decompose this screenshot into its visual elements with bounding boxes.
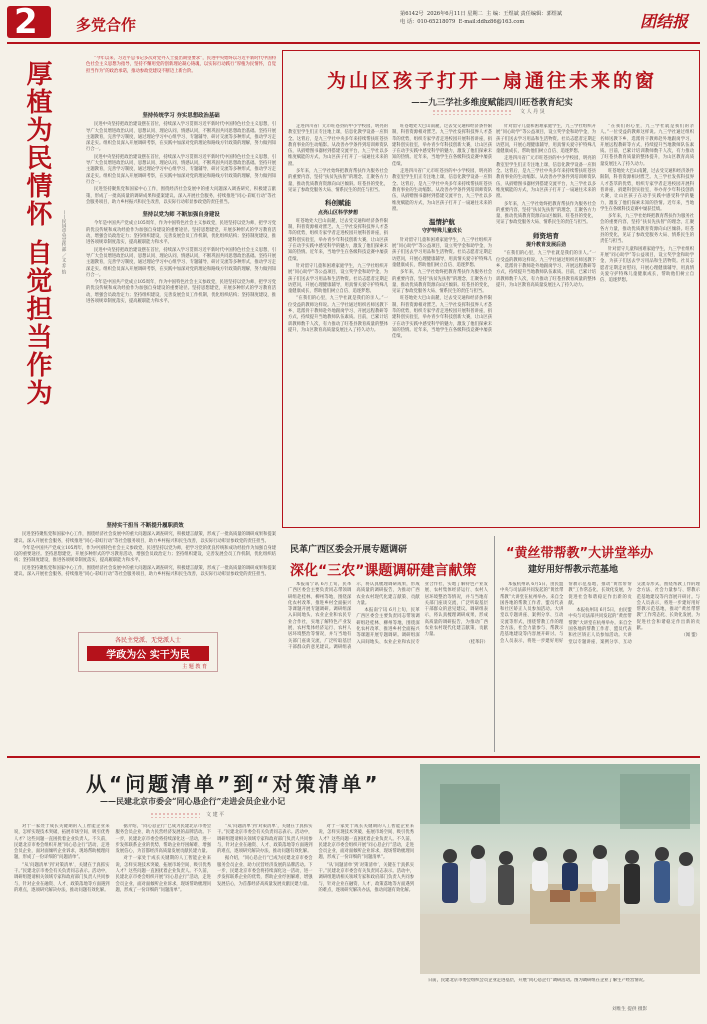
feature-author: 文 人 丹 炅 xyxy=(520,109,545,115)
feature-body-1b: 多年来，九三学社始终把教育帮扶作为服务社会的重要内容，坚持“扶贫先扶智”的理念，汇聚各方力量，推动优质教育资源向山区倾斜。旺苍县的变化，见证了参政党服务大局、情系民生的责任与担当。 xyxy=(288,169,388,193)
bottom-body-2: “从‘问题清单’到‘对策清单’，关键在于真抓实干。”民建北京市委会有关负责同志表示。活动中，调研组邀请相关领域专家和政府部门负责人共同参与，针对企业在融资、人才、政策落地等方面遇到的难点，逐项研究解决办法，推动问题有效化解。 xyxy=(14,862,110,893)
feature-col-1 xyxy=(288,124,388,522)
bottom-body-1c: 对于一家处于成长关键期的人工智能企业来说，怎样实现技术突破、拓展市场空间、吸引优秀人才？这些问题一直困扰着企业负责人。不久前，民建北京市委会组织开展“同心恳企行”活动，走进会员企业，面对面倾听企业诉求，现场帮助梳理问题，形成了一份详细的“问题清单”。 xyxy=(318,824,414,861)
feature-body-6: “在我们的心里，九三学社就是我们的亲人。”一位受益的教师这样说。九三学社通过组织名师送教下乡、选派骨干教师赴外地跟岗学习、开展远程教研等方式，持续提升当地教师队伍素质。目前，已累计培训教师数千人次，有力推动了旺苍县教育质量的整体提升，为山区教育高质量发展注入了持久动力。 xyxy=(496,251,596,288)
issue-date: 2026年6月11日 星期二 xyxy=(426,11,483,17)
email: E-mail:ddhz86@163.com xyxy=(458,19,525,25)
bottom-author: 文 建 平 xyxy=(206,812,225,818)
feature-body-5c: 多年来，九三学社始终把教育帮扶作为服务社会的重要内容，坚持“扶贫先扶智”的理念，汇聚各方力量，推动优质教育资源向山区倾斜。旺苍县的变化，见证了参政党服务大局、情系民生的责任与担当。 xyxy=(496,201,596,226)
mid-right-kicker: “黄丝带帮教”大讲堂举办 xyxy=(506,546,654,561)
slogan-main: 学政为公 实干为民 xyxy=(87,646,209,661)
left-body-3b: 今年是中国共产党成立105周年，作为中国特色社会主义参政党，民进坚持以党为师，把学习党的优良传统和成功经验作为加强自身建设的重要途径。坚持思想建党，开展多种形式的学习教育活动，增强会员政治定力；坚持组织建设，完善发展会员工作机制，优化组织结构；坚持制度建设，推进各项规章制度落实，提高履职能力和水平。 xyxy=(14,545,276,564)
feature-body-7c: 多年来，九三学社始终把教育帮扶作为服务社会的重要内容，坚持“扶贫先扶智”的理念，汇聚各方力量，推动优质教育资源向山区倾斜。旺苍县的变化，见证了参政党服务大局、情系民生的责任与担当。 xyxy=(600,214,694,245)
left-body-1b: 民进中央坚持把政治建设摆在首位，持续深入学习贯彻习近平新时代中国特色社会主义思想，引导广大会员增进政治认同、思想认同、理论认同、情感认同，不断巩固共同思想政治基础。坚持开展主题教育，完善学习制度，通过理论学习中心组学习、专题辅导、研讨交流等多种形式，推动学习走深走实。组织会员深入开展调研考察，在实践中加深对党的理论和路线方针政策的理解，努力做到知行合一。 xyxy=(86,154,276,185)
photo-caption-text: 日前，民建北京市委会组织会员企业走进基层，开展“同心恳企行”调研活动。图为调研组在企业了解生产经营情况。 xyxy=(428,978,648,983)
mid-right-text: 本报杭州讯 6月5日，由民盟中央与司法部共同发起的“黄丝带帮教”大讲堂在杭州举办。来自全国各地的帮教工作者、盟员代表和社区矫正人员参加活动。大讲堂以专题讲座、案例分享、互动交流等形式，围绕帮教工作的理念方法、社会力量参与、帮教示范基地建设等内容展开研讨。与会人员表示，将进一步建好用好帮教示范基地，推动“黄丝带帮教”工作常态化、长效化发展，为促进社会和谐稳定作出新的贡献。 xyxy=(500,582,632,644)
left-title: 厚植为民情怀 自觉担当作为 xyxy=(22,60,52,408)
mid-left-title: 深化“三农”课题调研建言献策 xyxy=(290,563,477,579)
left-body-1c: 民进坚持聚焦党和国家中心工作，围绕经济社会发展中的重大问题深入调查研究，积极建言献策，形成了一批高质量的调研成果和提案建议。深入开展社会服务，持续推进“同心·彩虹行动”等社会服务项目，助力乡村振兴和民生改善，以实际行动彰显参政党的责任担当。 xyxy=(86,187,276,205)
feature-body-7b: 旺苍地处大巴山南麓，过去受交通和经济条件限制，科普资源相对匮乏。九三学社发挥科技界人才荟萃的优势，组织专家学者走进校园开展科普讲座，捐建科创实验室，举办青少年科技创新大赛，让山区孩子在动手实践中感受科学的魅力，激发了他们探索未知的热情。近年来，当地学生在各级科技竞赛中屡获佳绩。 xyxy=(600,169,694,212)
feature-body-2b: 针对留守儿童和困难家庭学生，九三学社组织开展“同心助学”等公益项目，设立奖学金和助学金，为孩子们送去学习用品和生活物资。社员志愿者定期走访慰问，开展心理健康辅导，用真情关爱守护特殊儿童健康成长，帮助他们树立自信、追逐梦想。 xyxy=(288,263,388,295)
feature-subtitle: ——九三学社多维度赋能四川旺苍教育纪实 xyxy=(411,98,573,108)
left-col-lower xyxy=(14,520,276,625)
slogan-sub: 主 题 教 育 xyxy=(182,664,207,670)
feature-body-1: 走进四川省广元市旺苍县的中小学校园，明亮的教室里学生们正专注地上课，信息化教学设备一应俱全。这背后，是九三学社中央多年来持续帮扶旺苍县教育事业的生动缩影。从改善办学条件到培训师资队伍，从捐赠图书器材到搭建交流平台，九三学社以多维度赋能的方式，为山区孩子打开了一扇通往未来的窗。 xyxy=(288,124,388,167)
newspaper-logo: 团结报 xyxy=(640,12,689,31)
feature-body-3b: 走进四川省广元市旺苍县的中小学校园，明亮的教室里学生们正专注地上课，信息化教学设备一应俱全。这背后，是九三学社中央多年来持续帮扶旺苍县教育事业的生动缩影。从改善办学条件到培训师资队伍，从捐赠图书器材到搭建交流平台，九三学社以多维度赋能的方式，为山区孩子打开了一扇通往未来的窗。 xyxy=(392,169,492,212)
feature-body-2: 旺苍地处大巴山南麓，过去受交通和经济条件限制，科普资源相对匮乏。九三学社发挥科技界人才荟萃的优势，组织专家学者走进校园开展科普讲座，捐建科创实验室，举办青少年科技创新大赛，让山区孩子在动手实践中感受科学的魅力，激发了他们探索未知的热情。近年来，当地学生在各级科技竞赛中屡获佳绩。 xyxy=(288,218,388,262)
mid-left-kicker: 民革广西区委会开展专题调研 xyxy=(290,545,408,555)
left-sub-3: 坚持实干担当 不断提升履职质效 xyxy=(106,523,184,529)
feature-body-7d: 针对留守儿童和困难家庭学生，九三学社组织开展“同心助学”等公益项目，设立奖学金和助学金，为孩子们送去学习用品和生活物资。社员志愿者定期走访慰问，开展心理健康辅导，用真情关爱守护特殊儿童健康成长，帮助他们树立自信、追逐梦想。 xyxy=(600,246,694,284)
left-body-2: 今年是中国共产党成立105周年，作为中国特色社会主义参政党，民进坚持以党为师，把学习党的优良传统和成功经验作为加强自身建设的重要途径。坚持思想建党，开展多种形式的学习教育活动，增强会员政治定力；坚持组织建设，完善发展会员工作机制，优化组织结构；坚持制度建设，推进各项规章制度落实，提高履职能力和水平。 xyxy=(86,221,276,246)
bottom-body-3: 据介绍，“同心恳企行”已成为民建北京市委会服务会员企业、助力民营经济发展的品牌活动。下一步，民建北京市委会将持续深化这一活动，进一步发挥联系企业的优势，帮助企业纾困解难、增强发展信心，为首都经济高质量发展贡献民建力量。 xyxy=(115,824,211,855)
left-body-1: 民进中央坚持把政治建设摆在首位，持续深入学习贯彻习近平新时代中国特色社会主义思想，引导广大会员增进政治认同、思想认同、理论认同、情感认同，不断巩固共同思想政治基础。坚持开展主题教育，完善学习制度，通过理论学习中心组学习、专题辅导、研讨交流等多种形式，推动学习走深走实。组织会员深入开展调研考察，在实践中加深对党的理论和路线方针政策的理解，努力做到知行合一。 xyxy=(86,122,276,153)
left-col-upper xyxy=(86,110,276,520)
mid-right-text-b: 本报杭州讯 6月5日，由民盟中央与司法部共同发起的“黄丝带帮教”大讲堂在杭州举办。来自全国各地的帮教工作者、盟员代表和社区矫正人员参加活动。大讲堂以专题讲座、案例分享、互动交流等形式，围绕帮教工作的理念方法、社会力量参与、帮教示范基地建设等内容展开研讨。与会人员表示，将进一步建好用好帮教示范基地，推动“黄丝带帮教”工作常态化、长效化发展，为促进社会和谐稳定作出新的贡献。 xyxy=(568,582,700,645)
left-sub-2: 坚持以党为师 不断加强自身建设 xyxy=(142,212,220,219)
feature-sub-1: 科创赋能 xyxy=(325,199,351,208)
feature-sub-3: 师资培育 xyxy=(533,231,559,240)
editor-line: 主 编：王煜斌 责任编辑：郭煜斌 xyxy=(486,11,563,17)
bottom-subtitle: ——民建北京市委会“同心恳企行”走进会员企业小记 xyxy=(100,796,286,806)
left-body-2b: 民进中央坚持把政治建设摆在首位，持续深入学习贯彻习近平新时代中国特色社会主义思想，引导广大会员增进政治认同、思想认同、理论认同、情感认同，不断巩固共同思想政治基础。坚持开展主题教育，完善学习制度，通过理论学习中心组学习、专题辅导、研讨交流等多种形式，推动学习走深走实。组织会员深入开展调研考察，在实践中加深对党的理论和路线方针政策的理解，努力做到知行合一。 xyxy=(86,247,276,278)
feature-col-2 xyxy=(392,124,492,522)
feature-title: 为山区孩子打开一扇通往未来的窗 xyxy=(326,70,657,92)
issue-no: 第6142号 xyxy=(400,11,424,17)
left-body-3: 民进坚持聚焦党和国家中心工作，围绕经济社会发展中的重大问题深入调查研究，积极建言献策，形成了一批高质量的调研成果和提案建议。深入开展社会服务，持续推进“同心·彩虹行动”等社会服务项目，助力乡村振兴和民生改善，以实际行动彰显参政党的责任担当。 xyxy=(14,532,276,544)
bottom-body-2c: “从‘问题清单’到‘对策清单’，关键在于真抓实干。”民建北京市委会有关负责同志表示。活动中，调研组邀请相关领域专家和政府部门负责人共同参与，针对企业在融资、人才、政策落地等方面遇到的难点，逐项研究解决办法，推动问题有效化解。 xyxy=(318,862,414,893)
left-intro xyxy=(86,56,276,106)
feature-sub-2b: 守护特殊儿童成长 xyxy=(421,228,462,235)
feature-body-3: 旺苍地处大巴山南麓，过去受交通和经济条件限制，科普资源相对匮乏。九三学社发挥科技界人才荟萃的优势，组织专家学者走进校园开展科普讲座，捐建科创实验室，举办青少年科技创新大赛，让山区孩子在动手实践中感受科学的魅力，激发了他们探索未知的热情。近年来，当地学生在各级科技竞赛中屡获佳绩。 xyxy=(392,124,492,167)
mid-right-title: 建好用好帮教示范基地 xyxy=(528,565,619,575)
photo-caption xyxy=(420,978,700,1002)
left-body-2c: 今年是中国共产党成立105周年，作为中国特色社会主义参政党，民进坚持以党为师，把学习党的优良传统和成功经验作为加强自身建设的重要途径。坚持思想建党，开展多种形式的学习教育活动，增强会员政治定力；坚持组织建设，完善发展会员工作机制，优化组织结构；坚持制度建设，推进各项规章制度落实，提高履职能力和水平。 xyxy=(86,280,276,305)
bottom-rule xyxy=(7,756,700,758)
slogan-top: 各民主党派、无党派人士 xyxy=(114,637,181,644)
feature-body-5: 针对留守儿童和困难家庭学生，九三学社组织开展“同心助学”等公益项目，设立奖学金和助学金，为孩子们送去学习用品和生活物资。社员志愿者定期走访慰问，开展心理健康辅导，用真情关爱守护特殊儿童健康成长，帮助他们树立自信、追逐梦想。 xyxy=(496,124,596,155)
mid-right-body xyxy=(500,582,700,750)
mid-right-byline: （闻 盟） xyxy=(681,633,700,639)
slogan-box xyxy=(78,632,218,672)
page-number: 2 xyxy=(14,2,38,42)
news-photo xyxy=(420,764,700,974)
header-issue-block xyxy=(400,10,562,26)
bottom-title: 从“问题清单”到“对策清单” xyxy=(86,772,381,796)
feature-sub-2: 温情护航 xyxy=(429,218,455,227)
bottom-body-1b: 对于一家处于成长关键期的人工智能企业来说，怎样实现技术突破、拓展市场空间、吸引优秀人才？这些问题一直困扰着企业负责人。不久前，民建北京市委会组织开展“同心恳企行”活动，走进会员企业，面对面倾听企业诉求，现场帮助梳理问题，形成了一份详细的“问题清单”。 xyxy=(115,856,211,893)
mid-left-body xyxy=(288,582,488,750)
left-body-3c: 民进坚持聚焦党和国家中心工作，围绕经济社会发展中的重大问题深入调查研究，积极建言献策，形成了一批高质量的调研成果和提案建议。深入开展社会服务，持续推进“同心·彩虹行动”等社会服务项目，助力乡村振兴和民生改善，以实际行动彰显参政党的责任担当。 xyxy=(14,565,276,578)
feature-body-4b: 多年来，九三学社始终把教育帮扶作为服务社会的重要内容，坚持“扶贫先扶智”的理念，汇聚各方力量，推动优质教育资源向山区倾斜。旺苍县的变化，见证了参政党服务大局、情系民生的责任与担当。 xyxy=(392,270,492,295)
photo-credit: 刘维生 提供 摄影 xyxy=(612,1007,648,1012)
bottom-body-1: 对于一家处于成长关键期的人工智能企业来说，怎样实现技术突破、拓展市场空间、吸引优秀人才？这些问题一直困扰着企业负责人。不久前，民建北京市委会组织开展“同心恳企行”活动，走进会员企业，面对面倾听企业诉求，现场帮助梳理问题，形成了一份详细的“问题清单”。 xyxy=(14,824,110,861)
phone: 电 话：010-65218079 xyxy=(400,19,456,25)
mid-left-text: 本报南宁讯 6月上旬，民革广西区委会主要负责同志带领调研组赴桂林、柳州等地，围绕深化农村改革、推进乡村全面振兴等课题开展专题调研。调研组深入田间地头、农业企业和农民专业合作社，实地了解特色产业发展、农村集体经济运行、农村人居环境整治等情况，并与当地有关部门座谈交流，广泛听取基层干部群众的意见建议。调研组表示，将认真梳理调研成果，形成高质量的调研报告，为推动广西农业农村现代化建言献策、贡献力量。 xyxy=(288,582,420,650)
section-name: 多党合作 xyxy=(76,16,137,34)
header-rule xyxy=(7,42,700,44)
feature-author-dots xyxy=(432,109,512,115)
divider-mid xyxy=(494,536,495,752)
feature-body-2c: “在我们的心里，九三学社就是我们的亲人。”一位受益的教师这样说。九三学社通过组织名师送教下乡、选派骨干教师赴外地跟岗学习、开展远程教研等方式，持续提升当地教师队伍素质。目前，已累计培训教师数千人次，有力推动了旺苍县教育质量的整体提升，为山区教育高质量发展注入了持久动力。 xyxy=(288,296,388,333)
feature-body-5b: 走进四川省广元市旺苍县的中小学校园，明亮的教室里学生们正专注地上课，信息化教学设备一应俱全。这背后，是九三学社中央多年来持续帮扶旺苍县教育事业的生动缩影。从改善办学条件到培训师资队伍，从捐赠图书器材到搭建交流平台，九三学社以多维度赋能的方式，为山区孩子打开了一扇通往未来的窗。 xyxy=(496,156,596,200)
left-intro-text: “今年以来，习近平总书记多次对党外人士提出期望要求”，民进中央始终以习近平新时代中国特色社会主义思想为指导，坚持不懈用党的创新理论凝心铸魂，以实际行动践行“厚植为民情怀，自觉担当作为”的政治承诺，推动参政党建设不断迈上新台阶。 xyxy=(86,56,276,74)
photo-scene xyxy=(420,764,700,974)
mid-left-byline: （桂革轩） xyxy=(466,639,488,645)
bottom-body-2b: “从‘问题清单’到‘对策清单’，关键在于真抓实干。”民建北京市委会有关负责同志表示。活动中，调研组邀请相关领域专家和政府部门负责人共同参与，针对企业在融资、人才、政策落地等方面遇到的难点，逐项研究解决办法，推动问题有效化解。 xyxy=(217,824,313,855)
feature-col-3 xyxy=(496,124,596,522)
bottom-body-3b: 据介绍，“同心恳企行”已成为民建北京市委会服务会员企业、助力民营经济发展的品牌活动。下一步，民建北京市委会将持续深化这一活动，进一步发挥联系企业的优势，帮助企业纾困解难、增强发展信心，为首都经济高质量发展贡献民建力量。 xyxy=(217,856,313,887)
bottom-author-dots xyxy=(150,812,200,818)
feature-col-4 xyxy=(600,124,694,522)
feature-sub-1b: 点亮山区科学梦想 xyxy=(317,209,358,216)
feature-body-4c: 旺苍地处大巴山南麓，过去受交通和经济条件限制，科普资源相对匮乏。九三学社发挥科技界人才荟萃的优势，组织专家学者走进校园开展科普讲座，捐建科创实验室，举办青少年科技创新大赛，让山区孩子在动手实践中感受科学的魅力，激发了他们探索未知的热情。近年来，当地学生在各级科技竞赛中屡获佳绩。 xyxy=(392,296,492,340)
left-sub-1: 坚持传统学习 夯实思想政治基础 xyxy=(142,113,220,119)
feature-body-7: “在我们的心里，九三学社就是我们的亲人。”一位受益的教师这样说。九三学社通过组织名师送教下乡、选派骨干教师赴外地跟岗学习、开展远程教研等方式，持续提升当地教师队伍素质。目前，已累计培训教师数千人次，有力推动了旺苍县教育质量的整体提升，为山区教育高质量发展注入了持久动力。 xyxy=(600,124,694,167)
feature-sub-3b: 提升教育发展后劲 xyxy=(525,242,566,249)
mid-left-text-b: 本报南宁讯 6月上旬，民革广西区委会主要负责同志带领调研组赴桂林、柳州等地，围绕深化农村改革、推进乡村全面振兴等课题开展专题调研。调研组深入田间地头、农业企业和农民专业合作社，实地了解特色产业发展、农村集体经济运行、农村人居环境整治等情况，并与当地有关部门座谈交流，广泛听取基层干部群众的意见建议。调研组表示，将认真梳理调研成果，形成高质量的调研报告，为推动广西农业农村现代化建言献策、贡献力量。 xyxy=(356,582,488,645)
left-author: ——民进中央宣传部 ／文 乔 怡 xyxy=(61,210,66,275)
feature-body-4: 针对留守儿童和困难家庭学生，九三学社组织开展“同心助学”等公益项目，设立奖学金和助学金，为孩子们送去学习用品和生活物资。社员志愿者定期走访慰问，开展心理健康辅导，用真情关爱守护特殊儿童健康成长，帮助他们树立自信、追逐梦想。 xyxy=(392,237,492,268)
bottom-body xyxy=(14,824,414,1018)
